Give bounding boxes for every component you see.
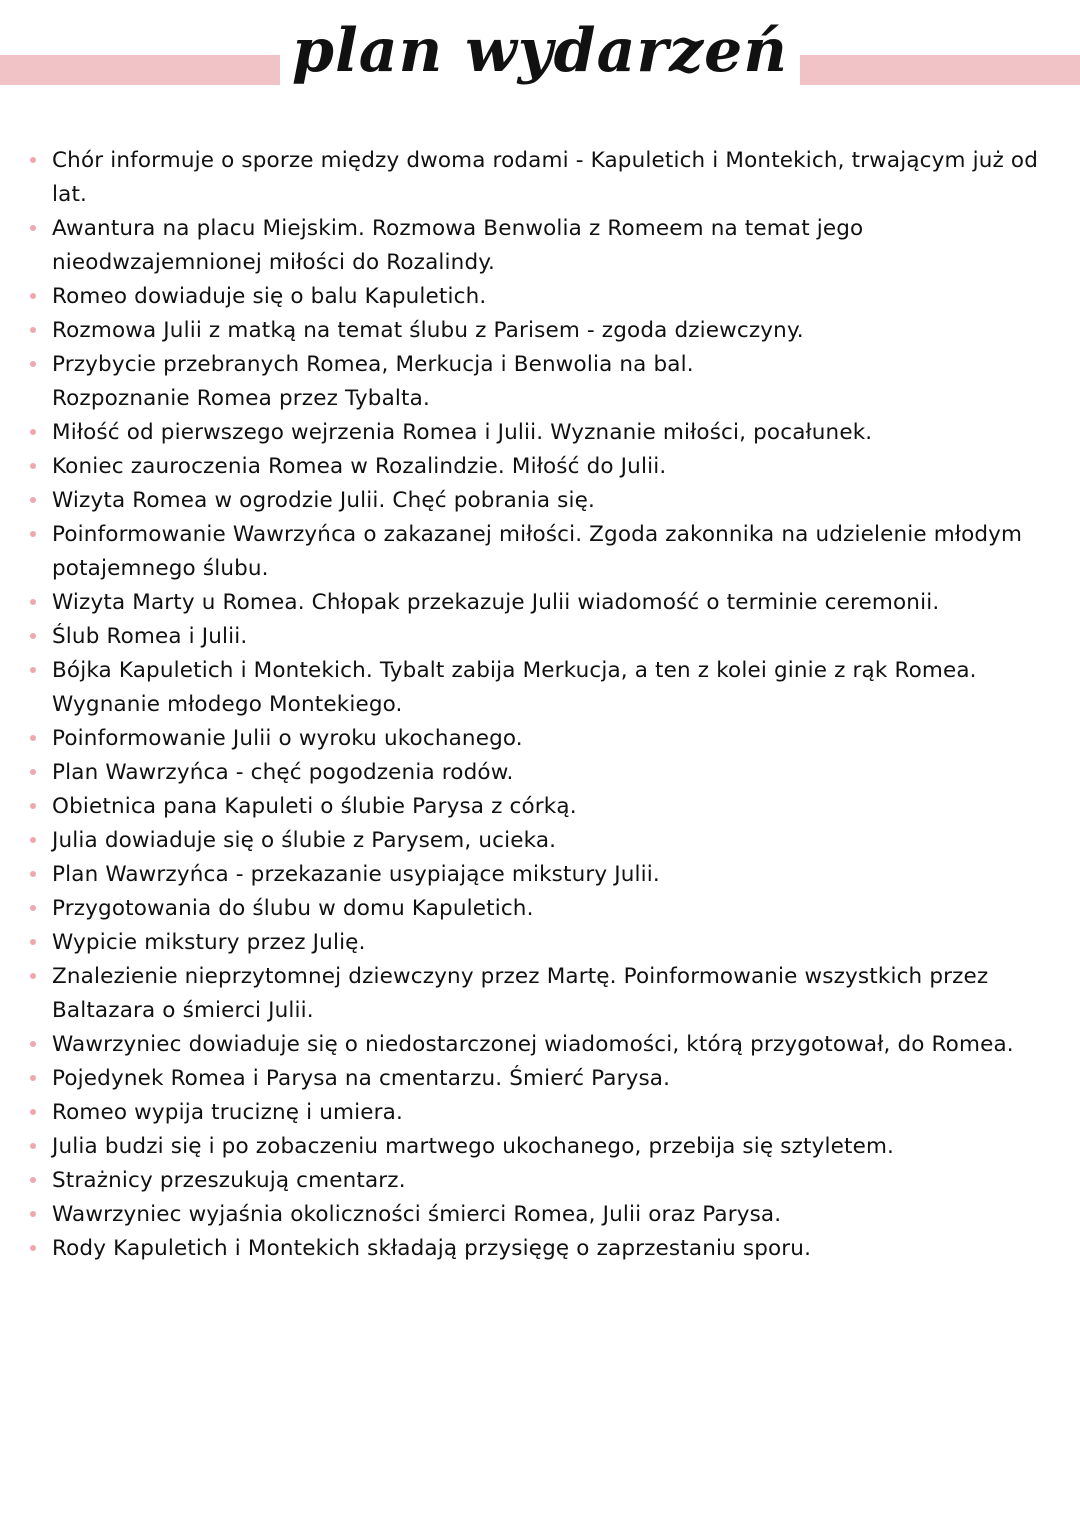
bullet-dot-icon bbox=[30, 667, 36, 673]
bullet-dot-icon bbox=[30, 769, 36, 775]
bullet-dot-icon bbox=[30, 735, 36, 741]
event-text: Miłość od pierwszego wejrzenia Romea i Julii. Wyznanie miłości, pocałunek. bbox=[52, 420, 873, 445]
event-list-item bbox=[0, 756, 1080, 790]
bullet-dot-icon bbox=[30, 1109, 36, 1115]
bullet-dot-icon bbox=[30, 293, 36, 299]
event-list-item bbox=[0, 280, 1080, 314]
event-text: Poinformowanie Julii o wyroku ukochanego. bbox=[52, 726, 523, 751]
event-text: Wawrzyniec dowiaduje się o niedostarczonej wiadomości, którą przygotował, do Romea. bbox=[52, 1032, 1014, 1057]
event-plan-list bbox=[0, 120, 1080, 1266]
event-list-item bbox=[0, 518, 1080, 586]
bullet-dot-icon bbox=[30, 497, 36, 503]
bullet-dot-icon bbox=[30, 803, 36, 809]
event-list-item bbox=[0, 314, 1080, 348]
event-text: Plan Wawrzyńca - chęć pogodzenia rodów. bbox=[52, 760, 514, 785]
bullet-dot-icon bbox=[30, 973, 36, 979]
event-text: Romeo wypija truciznę i umiera. bbox=[52, 1100, 403, 1125]
bullet-dot-icon bbox=[30, 531, 36, 537]
event-list-item bbox=[0, 824, 1080, 858]
event-text: Julia budzi się i po zobaczeniu martwego ukochanego, przebija się sztyletem. bbox=[52, 1134, 895, 1159]
event-list-item bbox=[0, 484, 1080, 518]
page-title bbox=[0, 8, 1080, 94]
page-header bbox=[0, 0, 1080, 120]
event-text: Rody Kapuletich i Montekich składają przysięgę o zaprzestaniu sporu. bbox=[52, 1236, 812, 1261]
bullet-dot-icon bbox=[30, 1245, 36, 1251]
bullet-dot-icon bbox=[30, 905, 36, 911]
event-list-item bbox=[0, 790, 1080, 824]
event-text: Chór informuje o sporze między dwoma rodami - Kapuletich i Montekich, trwającym już od lat. bbox=[52, 148, 1039, 207]
bullet-dot-icon bbox=[30, 939, 36, 945]
event-list-item bbox=[0, 1028, 1080, 1062]
event-list-item bbox=[0, 348, 1080, 416]
bullet-dot-icon bbox=[30, 327, 36, 333]
bullet-dot-icon bbox=[30, 871, 36, 877]
bullet-dot-icon bbox=[30, 633, 36, 639]
event-list-item bbox=[0, 722, 1080, 756]
event-list-item bbox=[0, 926, 1080, 960]
event-list-item bbox=[0, 212, 1080, 280]
event-text: Wypicie mikstury przez Julię. bbox=[52, 930, 366, 955]
event-text: Ślub Romea i Julii. bbox=[52, 624, 248, 649]
event-list-item bbox=[0, 416, 1080, 450]
bullet-dot-icon bbox=[30, 599, 36, 605]
event-text: Przygotowania do ślubu w domu Kapuletich. bbox=[52, 896, 534, 921]
bullet-dot-icon bbox=[30, 1211, 36, 1217]
bullet-dot-icon bbox=[30, 463, 36, 469]
event-list-item bbox=[0, 892, 1080, 926]
event-text: Plan Wawrzyńca - przekazanie usypiające mikstury Julii. bbox=[52, 862, 660, 887]
event-text: Pojedynek Romea i Parysa na cmentarzu. Śmierć Parysa. bbox=[52, 1066, 671, 1091]
event-text: Wizyta Romea w ogrodzie Julii. Chęć pobrania się. bbox=[52, 488, 595, 513]
bullet-dot-icon bbox=[30, 1041, 36, 1047]
page-title-text: plan wydarzeń bbox=[280, 16, 800, 86]
event-text: Wizyta Marty u Romea. Chłopak przekazuje Julii wiadomość o terminie ceremonii. bbox=[52, 590, 940, 615]
event-text: Przybycie przebranych Romea, Merkucja i Benwolia na bal. Rozpoznanie Romea przez Tybalta. bbox=[52, 352, 694, 411]
event-list-item bbox=[0, 1198, 1080, 1232]
bullet-dot-icon bbox=[30, 1075, 36, 1081]
bullet-dot-icon bbox=[30, 837, 36, 843]
bullet-dot-icon bbox=[30, 361, 36, 367]
event-list-item bbox=[0, 1096, 1080, 1130]
bullet-dot-icon bbox=[30, 157, 36, 163]
event-text: Poinformowanie Wawrzyńca o zakazanej miłości. Zgoda zakonnika na udzielenie młodym potajemnego ślubu. bbox=[52, 522, 1023, 581]
event-text: Znalezienie nieprzytomnej dziewczyny przez Martę. Poinformowanie wszystkich przez Baltazara o śmierci Julii. bbox=[52, 964, 989, 1023]
bullet-dot-icon bbox=[30, 225, 36, 231]
event-text: Obietnica pana Kapuleti o ślubie Parysa z córką. bbox=[52, 794, 577, 819]
event-list-item bbox=[0, 586, 1080, 620]
event-text: Bójka Kapuletich i Montekich. Tybalt zabija Merkucja, a ten z kolei ginie z rąk Romea. Wygnanie młodego Montekiego. bbox=[52, 658, 977, 717]
event-list-item bbox=[0, 858, 1080, 892]
bullet-dot-icon bbox=[30, 1177, 36, 1183]
event-text: Rozmowa Julii z matką na temat ślubu z Parisem - zgoda dziewczyny. bbox=[52, 318, 804, 343]
event-list-item bbox=[0, 1164, 1080, 1198]
event-list-item bbox=[0, 960, 1080, 1028]
event-text: Awantura na placu Miejskim. Rozmowa Benwolia z Romeem na temat jego nieodwzajemnionej miłości do Rozalindy. bbox=[52, 216, 864, 275]
bullet-dot-icon bbox=[30, 429, 36, 435]
event-list-item bbox=[0, 654, 1080, 722]
event-list-item bbox=[0, 1232, 1080, 1266]
event-text: Romeo dowiaduje się o balu Kapuletich. bbox=[52, 284, 487, 309]
event-list-item bbox=[0, 144, 1080, 212]
event-text: Koniec zauroczenia Romea w Rozalindzie. Miłość do Julii. bbox=[52, 454, 667, 479]
event-text: Julia dowiaduje się o ślubie z Parysem, ucieka. bbox=[52, 828, 557, 853]
event-list-item bbox=[0, 1130, 1080, 1164]
bullet-dot-icon bbox=[30, 1143, 36, 1149]
event-list-item bbox=[0, 620, 1080, 654]
event-text: Wawrzyniec wyjaśnia okoliczności śmierci Romea, Julii oraz Parysa. bbox=[52, 1202, 782, 1227]
event-list-item bbox=[0, 1062, 1080, 1096]
event-text: Strażnicy przeszukują cmentarz. bbox=[52, 1168, 406, 1193]
event-list-item bbox=[0, 450, 1080, 484]
